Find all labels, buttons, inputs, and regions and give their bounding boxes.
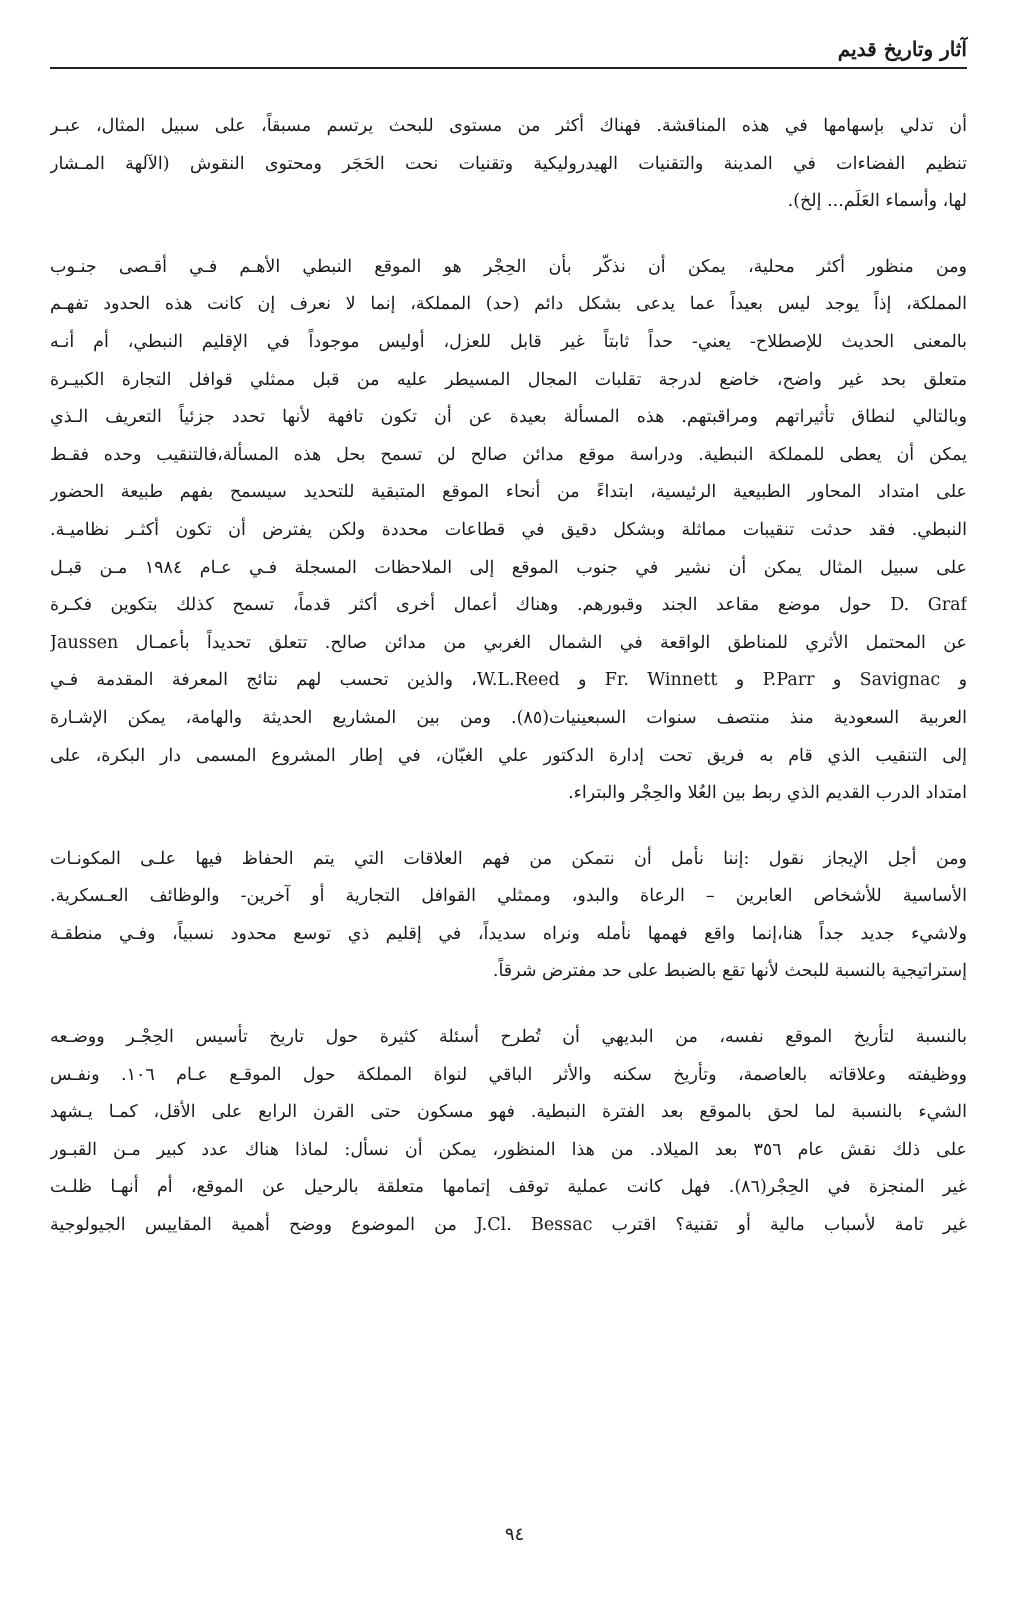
- text-line: العربية السعودية منذ منتصف سنوات السبعينيات(٨٥). ومن بين المشاريع الحديثة والهامة، يمكن الإشـارة: [50, 707, 967, 728]
- paragraph-4: [50, 1019, 967, 1245]
- text-line: متعلق بحد غير واضح، خاضع لدرجة تقلبات المجال المسيطر عليه من قبل ممثلي قوافل التجارة الكبيـرة: [50, 369, 967, 390]
- text-line: أن تدلي بإسهامها في هذه المناقشة. فهناك أكثر من مستوى للبحث يرتسم مسبقاً، على سبيل المثال، عبـر: [50, 116, 967, 136]
- text-line: امتداد الدرب القديم الذي ربط بين العُلا والحِجْر والبتراء.: [568, 783, 967, 804]
- paragraph-2: [50, 249, 967, 813]
- text-line: غير تامة لأسباب مالية أو تقنية؟ اقترب J.Cl. Bessac من الموضوع ووضح أهمية المقاييس الجيولوجية: [50, 1215, 967, 1236]
- page-number: ٩٤: [504, 1524, 525, 1545]
- text-line: بالنسبة لتأريخ الموقع نفسه، من البديهي أن تُطرح أسئلة كثيرة حول تاريخ تأسيس الحِجْـر ووضـعه: [50, 1027, 967, 1048]
- text-line: النبطي. فقد حدثت تنقيبات مماثلة وبشكل دقيق في قطاعات محددة ولكن يفترض أن تكون أكثـر نظاميـة.: [50, 519, 967, 540]
- text-line: غير المنجزة في الحِجْر(٨٦). فهل كانت عملية توقف إتمامها متعلقة بالرحيل عن الموقع، أم أنهـا ظلـت: [50, 1177, 967, 1198]
- text-line: إستراتيجية بالنسبة للبحث لأنها تقع بالضبط على حد مفترض شرقاً.: [492, 961, 967, 982]
- text-line: على امتداد المحاور الطبيعية الرئيسية، ابتداءً من أنحاء الموقع المتبقية للتحديد سيسمح بفهم طبيعة الحضور: [50, 482, 967, 503]
- running-header-title: آثار وتاريخ قديم: [837, 37, 967, 61]
- text-line: ووظيفته وعلاقاته بالعاصمة، وتأريخ سكنه والأثر الباقي لنواة المملكة حول الموقـع عـام ١٠٦. ونفـس: [50, 1064, 967, 1085]
- text-line: ومن أجل الإيجاز نقول :إننا نأمل أن نتمكن من فهم العلاقات التي يتم الحفاظ فيها علـى المكونـات: [50, 848, 967, 869]
- paragraph-1: [50, 108, 967, 221]
- text-line: ومن منظور أكثر محلية، يمكن أن نذكّر بأن الحِجْر هو الموقع النبطي الأهـم فـي أقـصى جنـوب: [50, 256, 967, 277]
- text-line: لها، وأسماء العَلَم... إلخ).: [787, 191, 967, 212]
- text-line: الأساسية للأشخاص العابرين – الرعاة والبدو، وممثلي القوافل التجارية أو آخرين- والوظائف العـسكرية.: [50, 886, 967, 907]
- text-line: المملكة، إذاً يوجد ليس بعيداً عما يدعى بشكل دائم (حد) المملكة، إنما لا نعرف إن كانت هذه الحدود تفهـم: [50, 294, 967, 315]
- text-line: عن المحتمل الأثري للمناطق الواقعة في الشمال الغربي من مدائن صالح. تتعلق تحديداً بأعمـال Jaussen: [50, 632, 967, 653]
- text-line: على سبيل المثال يمكن أن نشير في جنوب الموقع إلى الملاحظات المسجلة فـي عـام ١٩٨٤ مـن قبـل: [50, 557, 967, 578]
- text-line: إلى التنقيب الذي قام به فريق تحت إدارة الدكتور علي الغبّان، في إطار المشروع المسمى دار البكرة، على: [50, 745, 967, 766]
- running-header: [50, 36, 967, 76]
- text-line: وبالتالي لنطاق تأثيراتهم ومراقبتهم. هذه المسألة بعيدة عن أن تكون تافهة لأنها تحدد جزئياً التعريف الـذي: [50, 407, 967, 428]
- text-line: يمكن أن يعطى للمملكة النبطية. ودراسة موقع مدائن صالح لن تسمح بحل هذه المسألة،فالتنقيب وحده فقـط: [50, 444, 967, 465]
- text-line: بالمعنى الحديث للإصطلاح- يعني- حداً ثابتاً غير قابل للعزل، أوليس موجوداً في الإقليم النبطي، أم أنـه: [50, 331, 967, 352]
- text-line: D. Graf حول موضع مقاعد الجند وقبورهم. وهناك أعمال أخرى أكثر قدماً، تسمح كذلك بتكوين فكـرة: [50, 595, 967, 616]
- header-rule: [50, 67, 967, 69]
- text-line: الشيء بالنسبة لما لحق بالموقع بعد الفترة النبطية. فهو مسكون حتى القرن الرابع على الأقل، كمـا يـشهد: [50, 1102, 967, 1123]
- paragraph-3: [50, 841, 967, 991]
- body-text: [50, 108, 967, 1273]
- text-line: و Savignac و P.Parr و Fr. Winnett و W.L.Reed، والذين تحسب لهم نتائج المعرفة المقدمة فـي: [50, 670, 967, 691]
- text-line: على ذلك نقش عام ٣٥٦ بعد الميلاد. من هذا المنظور، يمكن أن نسأل: لماذا هناك عدد كبير مـن القبـور: [50, 1139, 967, 1160]
- text-line: تنظيم الفضاءات في المدينة والتقنيات الهيدروليكية وتقنيات نحت الحَجَر ومحتوى النقوش (الآلهة المـشار: [50, 153, 967, 174]
- text-line: ولاشيء جديد جداً هنا،إنما واقع فهمها نأمله ونراه سديداً، في إقليم ذي توسع محدود نسبياً، وفـي منطقـة: [50, 923, 967, 944]
